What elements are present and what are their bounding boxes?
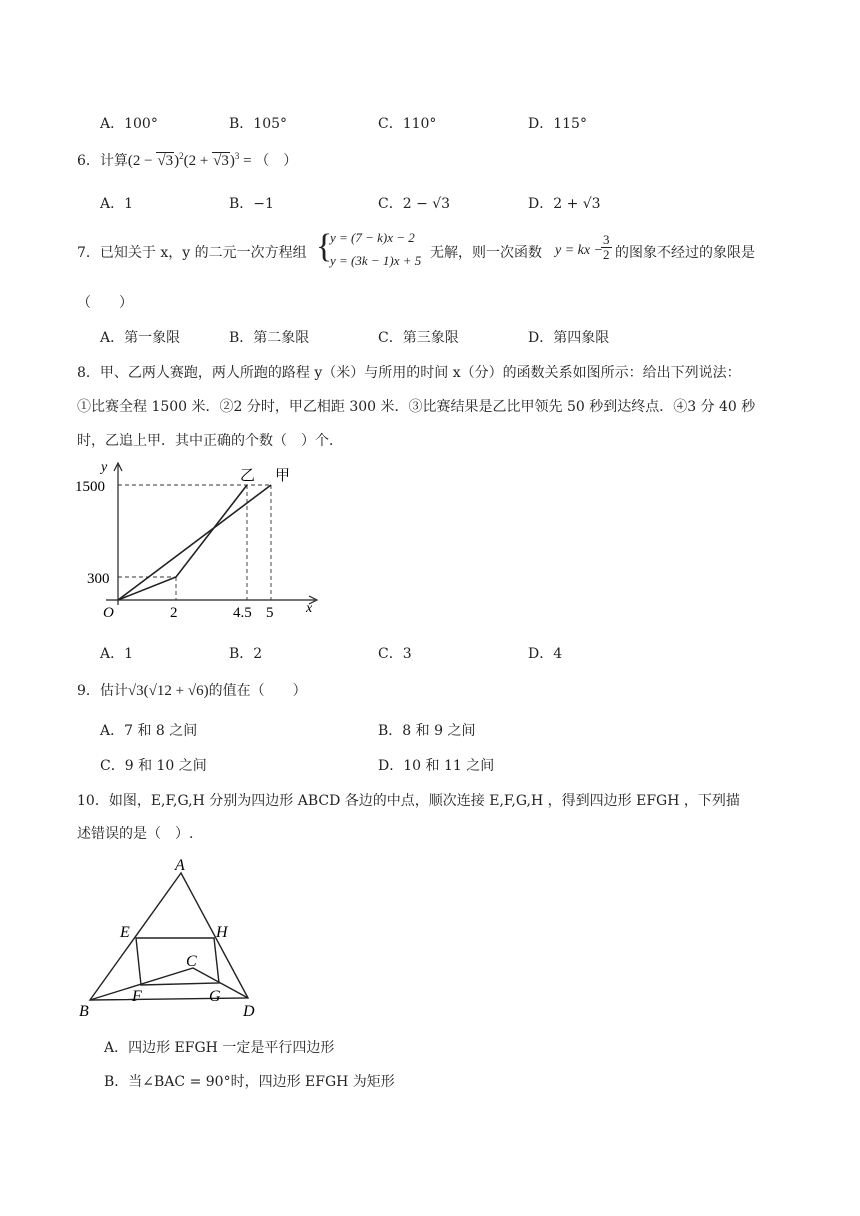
q8-text-1: 甲、乙两人赛跑，两人所跑的路程 y（米）与所用的时间 x（分）的函数关系如图所示：给出下列说法：	[99, 365, 741, 381]
q10-label-b: B	[79, 1003, 89, 1020]
graph-origin: O	[103, 605, 114, 621]
q10-label-f: F	[132, 988, 142, 1005]
q6-suffix: （ ）	[255, 153, 298, 169]
label-jia: 甲	[275, 468, 291, 484]
q6-option-b: B．−1	[229, 196, 274, 212]
q10-label-d: D	[243, 1003, 255, 1020]
tick-1500: 1500	[75, 479, 105, 495]
q7-frac-den: 2	[603, 247, 610, 262]
q9-expression: √3(√12 + √6)	[127, 683, 209, 699]
q10-number: 10．	[77, 793, 109, 809]
q6-prefix: 计算	[99, 153, 128, 169]
q8-option-d: D．4	[528, 646, 563, 662]
graph-y-label: y	[101, 460, 108, 475]
q10-label-h: H	[216, 924, 228, 941]
q7-number: 7．	[77, 245, 100, 261]
q10-quadrilateral-efgh	[136, 938, 219, 985]
q9-prefix: 估计	[99, 683, 128, 699]
graph-x-label: x	[306, 601, 313, 616]
q5-option-d: D．115°	[528, 116, 587, 132]
q8-number: 8．	[77, 365, 100, 381]
q10-line-1	[77, 790, 740, 810]
q7-system-brace: {	[316, 228, 333, 265]
q10-label-e: E	[120, 924, 130, 941]
q8-line-2: ①比赛全程 1500 米．②2 分时，甲乙相距 300 米．③比赛结果是乙比甲领先 50 秒到达终点．④3 分 40 秒	[77, 399, 756, 415]
q7-text-2: 无解，则一次函数	[430, 245, 542, 261]
q10-label-c: C	[186, 953, 197, 970]
tick-2: 2	[170, 605, 178, 621]
q8-option-a: A．1	[100, 646, 134, 662]
q5-option-a: A．100°	[100, 116, 158, 132]
q10-text-1: 如图，E,F,G,H 分别为四边形 ABCD 各边的中点，顺次连接 E,F,G,H ，得到四边形 EFGH ，下列描	[108, 793, 740, 809]
q9-option-d: D．10 和 11 之间	[378, 758, 495, 774]
q8-option-c: C．3	[378, 646, 412, 662]
q10-label-a: A	[175, 857, 185, 874]
q6-option-c: C．2 − √3	[378, 196, 451, 212]
q6-number: 6．	[77, 153, 100, 169]
q7-frac-num: 3	[603, 232, 610, 247]
q7-equation-1: y = (7 − k)x − 2	[330, 230, 415, 245]
q10-option-a: A．四边形 EFGH 一定是平行四边形	[104, 1040, 335, 1056]
q9-number: 9．	[77, 683, 100, 699]
q7-equation-2: y = (3k − 1)x + 5	[330, 253, 422, 268]
q6-expression: $(2 - √3)^2(2 + √3)^3$ =	[127, 151, 256, 169]
q5-option-c: C．110°	[378, 116, 437, 132]
tick-4-5: 4.5	[233, 605, 252, 621]
q9-option-b: B．8 和 9 之间	[378, 723, 476, 739]
tick-300: 300	[87, 571, 110, 587]
q9-suffix: 的值在（ ）	[208, 683, 307, 699]
q7-answer-paren: （ ）	[77, 295, 133, 311]
q8-option-b: B．2	[229, 646, 263, 662]
q9-option-a: A．7 和 8 之间	[100, 723, 198, 739]
line-jia	[118, 485, 271, 600]
q7-option-d: D．第四象限	[528, 330, 610, 346]
q6-option-d: D．2 + √3	[528, 196, 601, 212]
q7-function: y = kx −	[555, 243, 604, 258]
q10-label-g: G	[209, 988, 221, 1005]
q7-option-a: A．第一象限	[100, 330, 181, 346]
q10-option-b: B．当∠BAC = 90°时，四边形 EFGH 为矩形	[104, 1074, 395, 1090]
q10-line-2: 述错误的是（ ）.	[77, 826, 194, 842]
q7-option-c: C．第三象限	[378, 330, 459, 346]
q9-stem	[77, 680, 307, 700]
q6-option-a: A．1	[100, 196, 134, 212]
q7-text-1: 已知关于 x，y 的二元一次方程组	[99, 245, 307, 261]
q7-text-3: 的图象不经过的象限是	[615, 245, 755, 261]
q5-option-b: B．105°	[229, 116, 288, 132]
q7-option-b: B．第二象限	[229, 330, 310, 346]
label-yi: 乙	[240, 468, 256, 484]
line-yi	[118, 485, 247, 600]
q9-option-c: C．9 和 10 之间	[100, 758, 207, 774]
tick-5: 5	[266, 605, 274, 621]
q8-line-3: 时，乙追上甲．其中正确的个数（ ）个．	[77, 433, 343, 449]
